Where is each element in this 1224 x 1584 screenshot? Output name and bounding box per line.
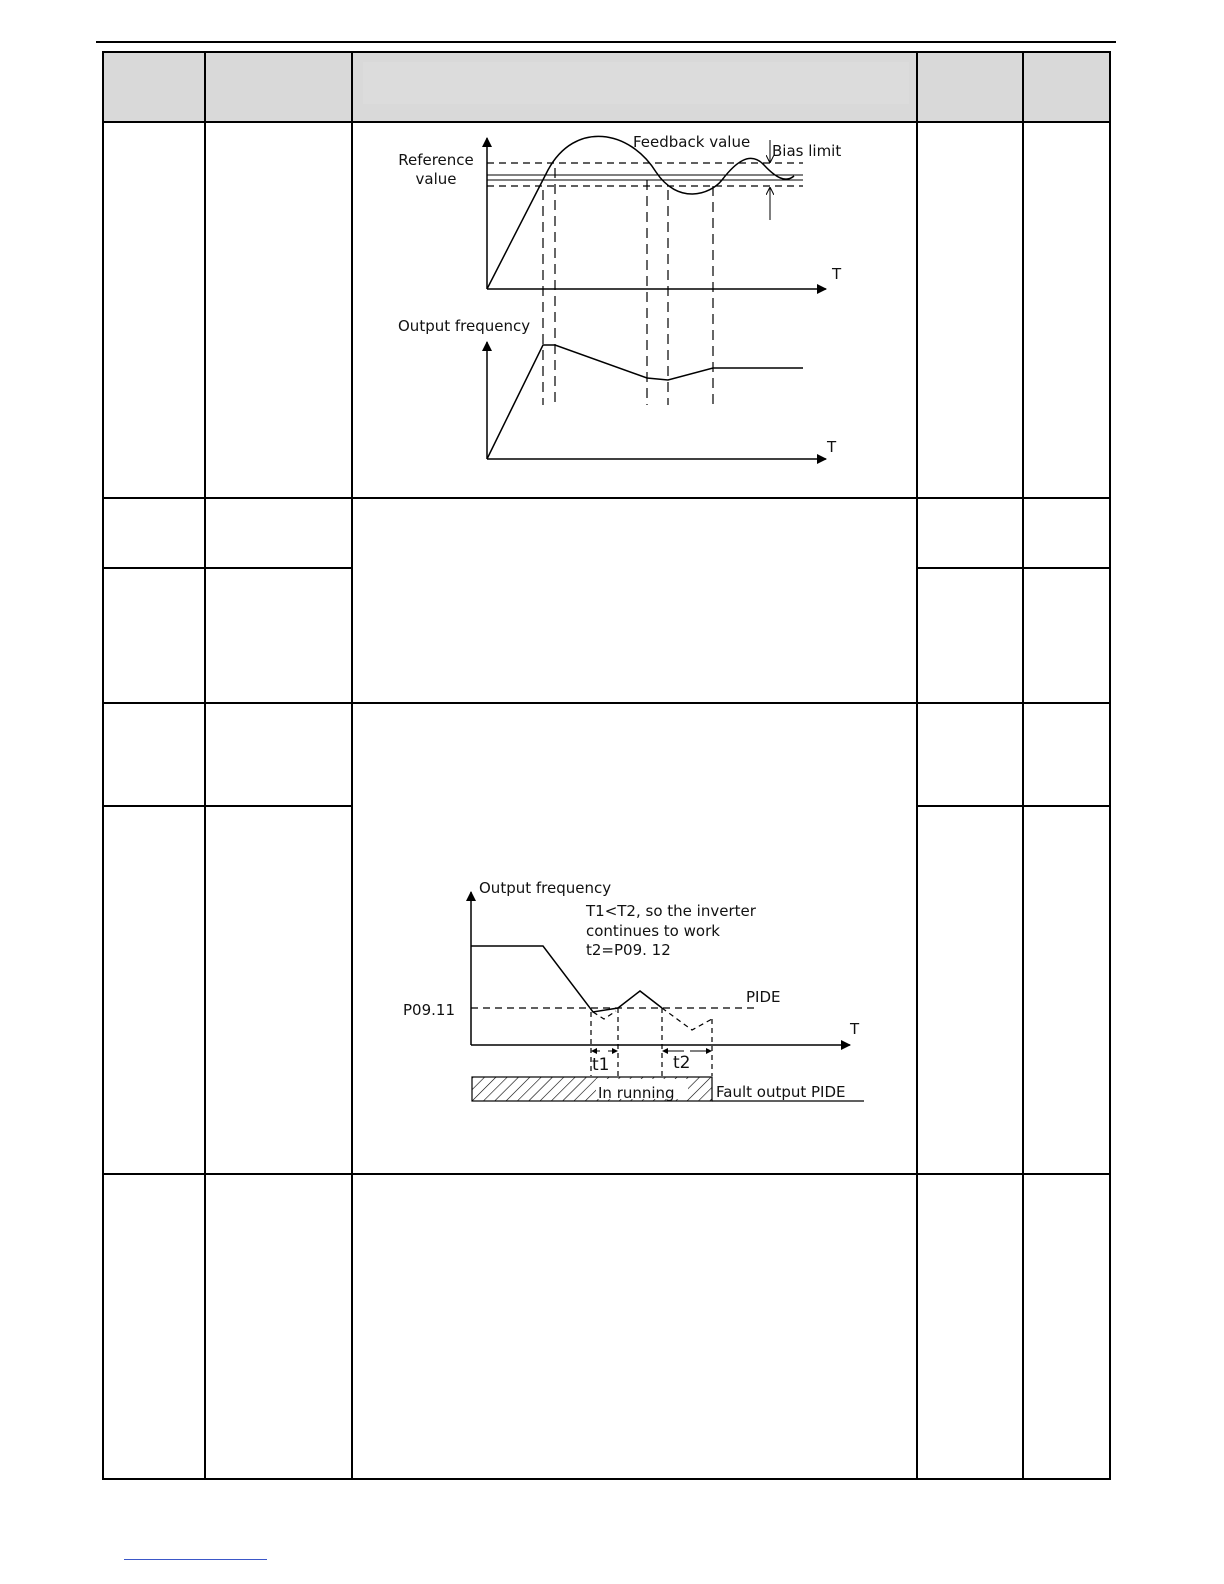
pide-t-axis-label: T [850, 1020, 860, 1038]
pide-fault-diagram [0, 860, 1224, 1120]
reference-label-line2: value [415, 170, 457, 188]
bias-limit-label: Bias limit [772, 142, 842, 160]
lower-t-axis-label: T [827, 438, 837, 456]
output-frequency-label: Output frequency [398, 317, 531, 335]
footer-link-underline [124, 1559, 267, 1560]
pid-feedback-diagram [0, 0, 1224, 520]
t2-label: t2 [673, 1053, 691, 1073]
pide-note-line3: t2=P09. 12 [586, 941, 671, 959]
pide-label: PIDE [746, 988, 781, 1006]
pide-note-line2: continues to work [586, 922, 720, 940]
reference-label-line1: Reference [398, 151, 474, 169]
pide-note-line1: T1<T2, so the inverter [586, 902, 756, 920]
feedback-curve [487, 136, 794, 289]
pide-output-frequency-label: Output frequency [479, 879, 612, 897]
upper-t-axis-label: T [832, 265, 842, 283]
fault-output-label: Fault output PIDE [716, 1083, 846, 1101]
in-running-label: In running [598, 1084, 675, 1102]
feedback-value-label: Feedback value [633, 133, 751, 151]
t1-label: t1 [592, 1055, 610, 1075]
threshold-label: P09.11 [403, 1001, 455, 1019]
output-frequency-curve [487, 345, 803, 459]
